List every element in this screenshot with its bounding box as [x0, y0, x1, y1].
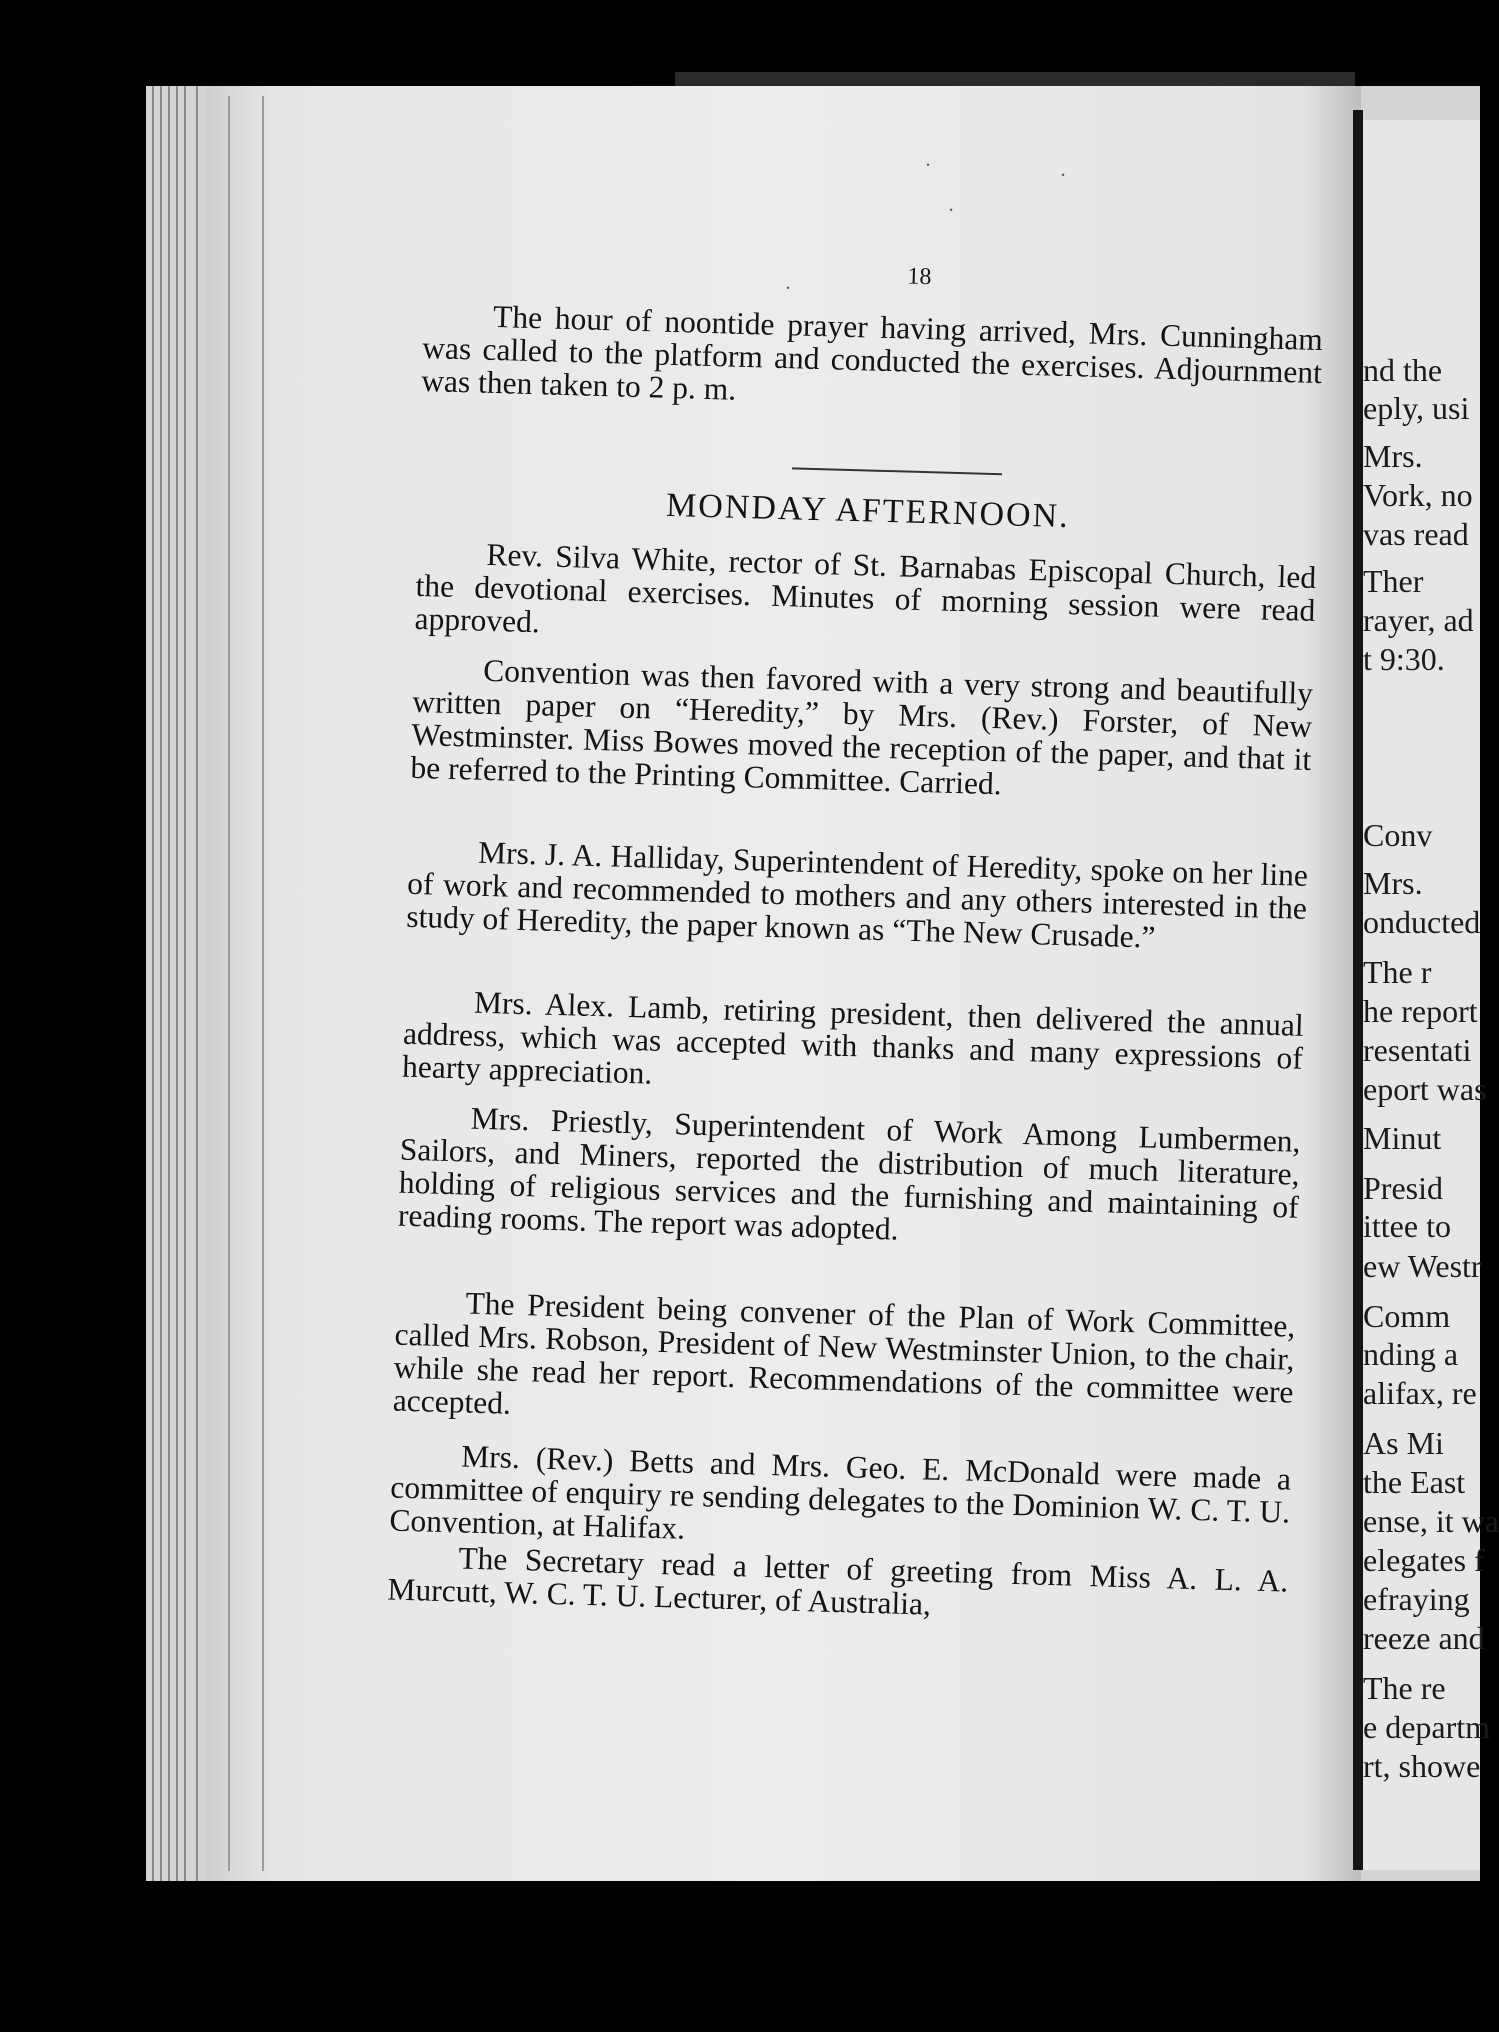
facing-page-fragment: alifax, re: [1363, 1375, 1477, 1411]
facing-page-fragment: Vork, no: [1363, 477, 1473, 513]
paragraph: Mrs. Alex. Lamb, retiring president, then delivered the annual address, which was accepted with thanks and many expressions of hearty appreciation.: [401, 984, 1305, 1091]
paragraph: Mrs. J. A. Halliday, Superintendent of Heredity, spoke on her line of work and recommended to mothers and any others interested in the study of Heredity, the paper known as “The New Crusade.”: [405, 834, 1309, 955]
facing-page-fragment: Minut: [1363, 1120, 1442, 1156]
paragraph-noontide-prayer: The hour of noontide prayer having arrived, Mrs. Cunningham was called to the platform and conducted the exercises. Adjournment was then taken to 2 p. m.: [420, 298, 1324, 407]
page-edge: [160, 86, 162, 1881]
page-edge: [168, 86, 170, 1881]
facing-page-fragment: resentati: [1363, 1032, 1472, 1068]
facing-page-fragment: rayer, ad: [1363, 602, 1474, 638]
facing-page-fragment: ittee to: [1363, 1208, 1451, 1244]
page-number: 18: [907, 263, 932, 291]
facing-page-fragment: As Mi: [1363, 1425, 1444, 1461]
paragraph: Convention was then favored with a very strong and beautifully written paper on “Heredity,” by Mrs. (Rev.) Forster, of New Westminster. Miss Bowes moved the reception of the paper, and that it be referred to the Printing Committee. Carried.: [410, 652, 1314, 802]
facing-page-fragment: nd the: [1363, 352, 1443, 388]
facing-page: [1363, 120, 1499, 1870]
ink-speck: ⋅: [785, 278, 792, 298]
page-edge: [184, 86, 186, 1881]
page-edge: [152, 86, 154, 1881]
book-gutter: [1353, 110, 1363, 1870]
ink-speck: ⋅: [925, 155, 932, 175]
facing-page-fragment: he report: [1363, 993, 1478, 1029]
ink-speck: ⋅: [948, 200, 955, 220]
facing-page-fragment: efraying: [1363, 1581, 1470, 1617]
facing-page-fragment: The r: [1363, 954, 1432, 990]
paragraph: Mrs. (Rev.) Betts and Mrs. Geo. E. McDonald were made a committee of enquiry re sending delegates to the Dominion W. C. T. U. Convention, at Halifax.: [389, 1438, 1292, 1546]
facing-page-fragment: the East: [1363, 1464, 1466, 1500]
facing-page-fragment: Mrs.: [1363, 438, 1423, 474]
facing-page-fragment: reeze and: [1363, 1620, 1485, 1656]
facing-page-fragment: Mrs.: [1363, 865, 1423, 901]
page-margin-line: [228, 96, 230, 1871]
section-heading: MONDAY AFTERNOON.: [665, 486, 1071, 536]
facing-page-fragment: The re: [1363, 1670, 1446, 1706]
facing-page-fragment: rt, showe: [1363, 1748, 1481, 1784]
paragraph: Rev. Silva White, rector of St. Barnabas Episcopal Church, led the devotional exercises. Minutes of morning session were read approved.: [414, 536, 1317, 640]
facing-page-fragment: t 9:30.: [1363, 641, 1445, 677]
facing-page-fragment: ense, it wa: [1363, 1503, 1499, 1539]
facing-page-fragment: eply, usi: [1363, 390, 1470, 426]
page-edge: [196, 86, 198, 1881]
ink-speck: ⋅: [1060, 165, 1067, 185]
facing-page-fragment: e departm: [1363, 1709, 1491, 1745]
paragraph: The Secretary read a letter of greeting from Miss A. L. A. Murcutt, W. C. T. U. Lecturer, of Australia,: [387, 1540, 1289, 1622]
facing-page-fragment: nding a: [1363, 1336, 1459, 1372]
facing-page-fragment: Ther: [1363, 563, 1424, 599]
paragraph: Mrs. Priestly, Superintendent of Work Among Lumbermen, Sailors, and Miners, reported the distribution of much literature, holding of religious services and the furnishing and maintaining of reading rooms. The report was adopted.: [397, 1100, 1301, 1247]
facing-page-fragment: Presid: [1363, 1170, 1443, 1206]
facing-page-fragment: onducted: [1363, 904, 1481, 940]
page-margin-line: [262, 96, 264, 1871]
paragraph: The President being convener of the Plan of Work Committee, called Mrs. Robson, President of New Westminster Union, to the chair, while she read her report. Recommendations of the committee were accepted.: [392, 1285, 1296, 1421]
facing-page-fragment: Conv: [1363, 817, 1433, 853]
page-edge: [176, 86, 178, 1881]
facing-page-fragment: vas read: [1363, 516, 1469, 552]
facing-page-fragment: eport was: [1363, 1071, 1487, 1107]
facing-page-fragment: ew Westr: [1363, 1248, 1482, 1284]
facing-page-fragment: elegates f: [1363, 1542, 1485, 1578]
facing-page-fragment: Comm: [1363, 1298, 1451, 1334]
